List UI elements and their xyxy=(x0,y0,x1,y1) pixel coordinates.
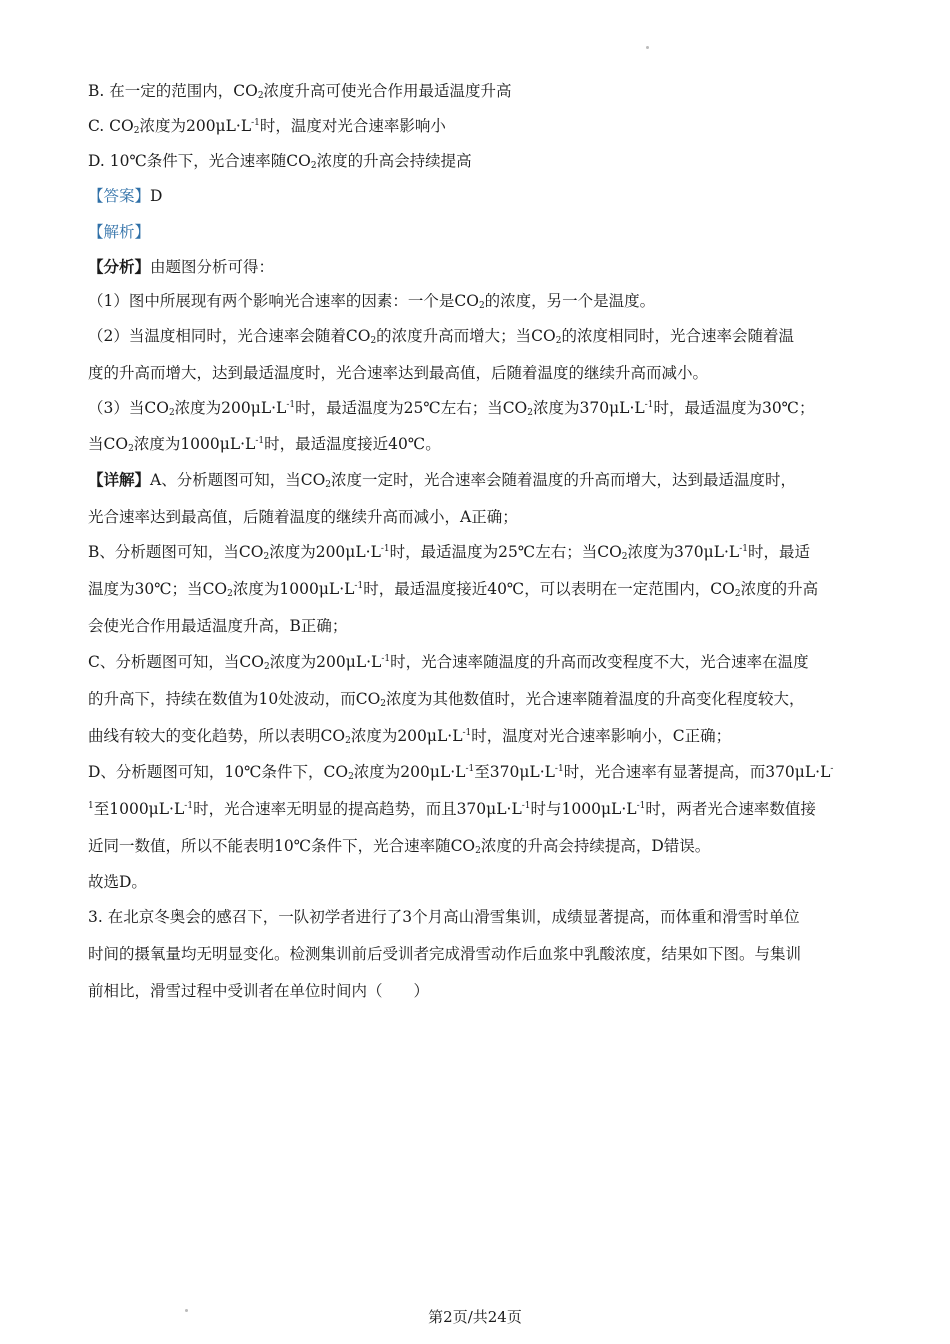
fenxi-tag: 【分析】 xyxy=(88,257,151,276)
text-run: 浓度升高可使光合作用最适温度升高 xyxy=(263,82,512,100)
detail-b-line-1 xyxy=(88,542,863,562)
analysis-point-3-line-2 xyxy=(88,434,863,454)
subscript: 2 xyxy=(478,301,485,311)
text-run: 3. 在北京冬奥会的感召下，一队初学者进行了3个月高山滑雪集训，成绩显著提高，而体重和滑雪时单位 xyxy=(88,908,800,926)
text-run: 度的升高而增大，达到最适温度时，光合速率达到最高值，后随着温度的继续升高而减小。 xyxy=(88,364,709,382)
text-run: 浓度为370μL·L xyxy=(533,399,645,417)
text-run: 时，光合速率有显著提高，而370μL·L xyxy=(563,763,831,781)
text-run: 浓度为200μL·L xyxy=(139,117,252,135)
fenxi-line xyxy=(88,257,863,277)
text-run: 至1000μL·L xyxy=(93,800,185,818)
subscript: 2 xyxy=(527,408,533,418)
detail-tag: 【详解】 xyxy=(88,470,151,489)
subscript: 2 xyxy=(734,589,741,599)
text-run: 时，最适温度为30℃； xyxy=(653,399,815,417)
question-3-line-1 xyxy=(88,907,863,927)
superscript: -1 xyxy=(636,801,646,811)
superscript: -1 xyxy=(521,801,531,811)
subscript: 2 xyxy=(263,662,270,672)
text-run: （1）图中所展现有两个影响光合速率的因素：一个是CO xyxy=(88,292,479,310)
text-run: 浓度为200μL·L xyxy=(269,653,382,671)
superscript: -1 xyxy=(739,544,748,554)
detail-b-line-3 xyxy=(88,616,863,636)
option-b xyxy=(88,81,863,101)
text-run: 时，最适 xyxy=(747,543,810,561)
subscript: 2 xyxy=(310,161,317,171)
detail-c-line-2 xyxy=(88,689,863,709)
superscript: -1 xyxy=(286,400,296,410)
text-run: 时，光合速率随温度的升高而改变程度不大，光合速率在温度 xyxy=(390,653,809,671)
text-run: 时与1000μL·L xyxy=(530,800,637,818)
subscript: 2 xyxy=(370,336,377,346)
question-3-line-3 xyxy=(88,981,863,1001)
detail-b-line-2 xyxy=(88,579,863,599)
text-run: 的浓度，另一个是温度。 xyxy=(484,292,656,310)
text-run: 时，最适温度为25℃左右；当CO xyxy=(295,399,528,417)
analysis-tag-line xyxy=(88,222,863,242)
page-footer: 第2页/共24页 xyxy=(428,1308,522,1326)
text-run: 当CO xyxy=(88,435,129,453)
superscript: -1 xyxy=(465,764,475,774)
answer-value: D xyxy=(150,187,163,205)
conclusion-line xyxy=(88,872,863,892)
text-run: 光合速率达到最高值，后随着温度的继续升高而减小，A正确； xyxy=(88,508,518,526)
analysis-point-2-line-2 xyxy=(88,363,863,383)
subscript: 2 xyxy=(325,480,332,490)
text-run: 时，光合速率无明显的提高趋势，而且370μL·L xyxy=(193,800,522,818)
text-run: 浓度为200μL·L xyxy=(350,727,463,745)
text-run: D. 10℃条件下，光合速率随CO xyxy=(88,152,311,170)
text-run: 的升高下，持续在数值为10处波动，而CO xyxy=(88,690,381,708)
text-run: 时，最适温度为25℃左右；当CO xyxy=(389,543,622,561)
detail-c-line-1 xyxy=(88,652,863,672)
superscript: - xyxy=(830,764,834,774)
text-run: 浓度的升高 xyxy=(740,580,819,598)
text-run: 前相比，滑雪过程中受训者在单位时间内（ ） xyxy=(88,982,430,1000)
text-run: 浓度为370μL·L xyxy=(627,543,740,561)
text-run: 的浓度升高而增大；当CO xyxy=(376,327,556,345)
text-run: B、分析题图可知，当CO xyxy=(88,543,264,561)
subscript: 2 xyxy=(345,736,351,746)
superscript: -1 xyxy=(251,118,260,128)
superscript: 1 xyxy=(88,801,94,811)
subscript: 2 xyxy=(263,552,270,562)
analysis-point-1 xyxy=(88,291,863,311)
subscript: 2 xyxy=(227,589,233,599)
text-run: D、分析题图可知，10℃条件下，CO xyxy=(88,763,349,781)
text-run: 浓度的升高会持续提高 xyxy=(316,152,472,170)
text-run: （3）当CO xyxy=(88,399,169,417)
superscript: -1 xyxy=(184,801,194,811)
analysis-point-3-line-1 xyxy=(88,398,863,418)
option-d xyxy=(88,151,863,171)
superscript: -1 xyxy=(354,581,364,591)
superscript: -1 xyxy=(462,728,472,738)
detail-c-line-3 xyxy=(88,726,863,746)
text-run: 曲线有较大的变化趋势，所以表明CO xyxy=(88,727,346,745)
question-3-line-2 xyxy=(88,944,863,964)
text-run: 时，两者光合速率数值接 xyxy=(645,800,816,818)
text-run: 浓度为其他数值时，光合速率随着温度的升高变化程度较大， xyxy=(386,690,805,708)
subscript: 2 xyxy=(168,408,175,418)
superscript: -1 xyxy=(554,764,564,774)
text-run: 近同一数值，所以不能表明10℃条件下，光合速率随CO xyxy=(88,837,476,855)
text-run: C. CO xyxy=(88,117,134,135)
text-run: 时，最适温度接近40℃。 xyxy=(264,435,441,453)
subscript: 2 xyxy=(621,552,628,562)
text-run: A、分析题图可知，当CO xyxy=(150,471,326,489)
text-run: 浓度为1000μL·L xyxy=(133,435,256,453)
answer-tag: 【答案】 xyxy=(88,187,151,205)
text-run: 浓度为200μL·L xyxy=(174,399,287,417)
detail-d-line-1 xyxy=(88,762,863,782)
text-run: （2）当温度相同时，光合速率会随着CO xyxy=(88,327,371,345)
text-run: 时间的摄氧量均无明显变化。检测集训前后受训者完成滑雪动作后血浆中乳酸浓度，结果如下图。与集训 xyxy=(88,945,802,963)
analysis-point-2-line-1 xyxy=(88,326,863,346)
detail-d-line-3 xyxy=(88,836,863,856)
subscript: 2 xyxy=(555,336,562,346)
subscript: 2 xyxy=(380,699,387,709)
text-run: 浓度为1000μL·L xyxy=(232,580,355,598)
fenxi-text: 由题图分析可得： xyxy=(150,258,275,276)
detail-d-line-2 xyxy=(88,799,863,819)
superscript: -1 xyxy=(380,544,390,554)
text-run: 温度为30℃；当CO xyxy=(88,580,228,598)
option-c xyxy=(88,116,863,136)
text-run: B. 在一定的范围内，CO xyxy=(88,82,258,100)
answer-line xyxy=(88,186,863,206)
text-run: 时，最适温度接近40℃，可以表明在一定范围内，CO xyxy=(363,580,735,598)
superscript: -1 xyxy=(381,654,391,664)
text-run: 故选D。 xyxy=(88,873,147,891)
subscript: 2 xyxy=(128,444,134,454)
text-run: 浓度为200μL·L xyxy=(353,763,466,781)
scan-dot xyxy=(646,46,649,49)
text-run: 会使光合作用最适温度升高，B正确； xyxy=(88,617,348,635)
detail-a-line-2 xyxy=(88,507,863,527)
text-run: C、分析题图可知，当CO xyxy=(88,653,264,671)
subscript: 2 xyxy=(475,846,481,856)
text-run: 至370μL·L xyxy=(474,763,555,781)
superscript: -1 xyxy=(255,436,265,446)
superscript: -1 xyxy=(644,400,654,410)
subscript: 2 xyxy=(348,772,354,782)
subscript: 2 xyxy=(133,126,140,136)
text-run: 的浓度相同时，光合速率会随着温 xyxy=(561,327,794,345)
text-run: 时，温度对光合速率影响小，C正确； xyxy=(471,727,732,745)
subscript: 2 xyxy=(257,91,264,101)
text-run: 浓度一定时，光合速率会随着温度的升高而增大，达到最适温度时， xyxy=(331,471,797,489)
detail-a-line-1 xyxy=(88,470,863,490)
text-run: 时，温度对光合速率影响小 xyxy=(259,117,446,135)
analysis-tag: 【解析】 xyxy=(88,223,151,241)
text-run: 浓度为200μL·L xyxy=(269,543,381,561)
text-run: 浓度的升高会持续提高，D错误。 xyxy=(480,837,711,855)
